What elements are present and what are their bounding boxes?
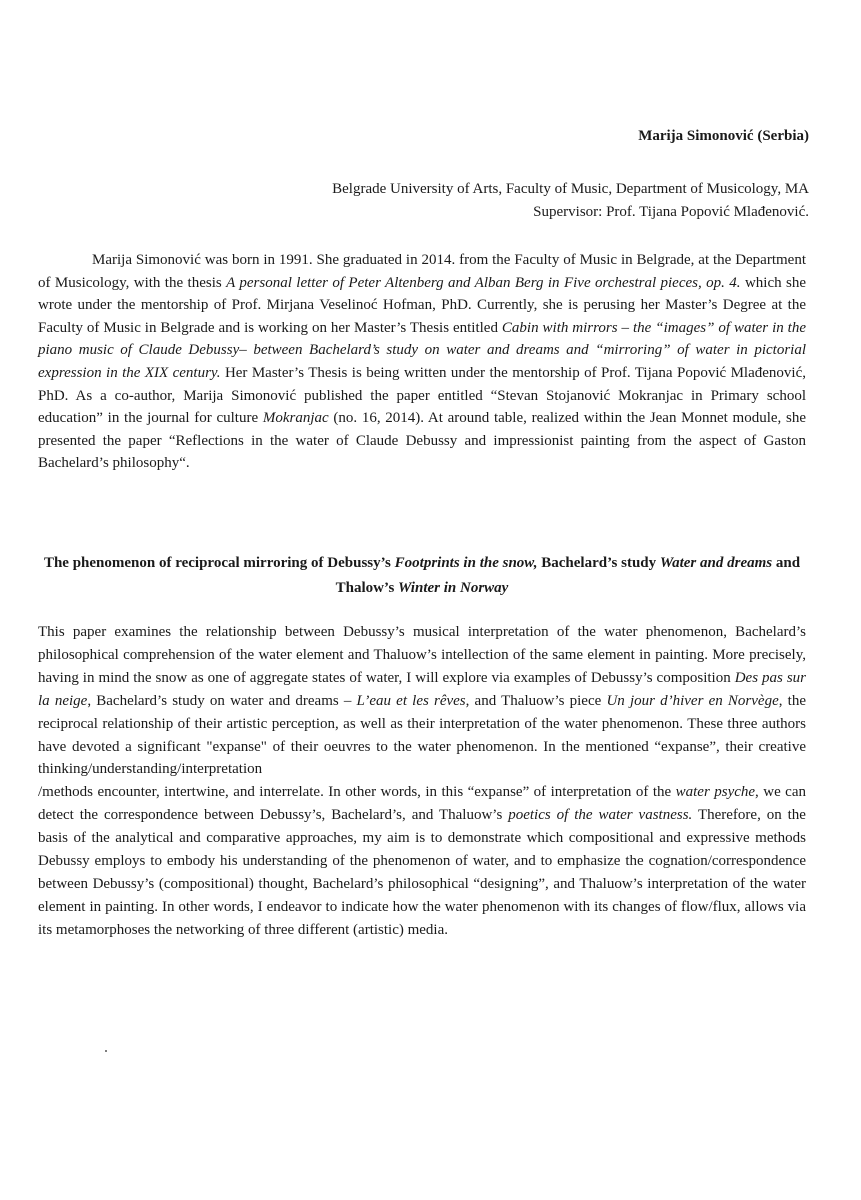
- author-name: Marija Simonović (Serbia): [638, 128, 809, 144]
- abstract-paragraph-1: [38, 621, 806, 781]
- abstract-text: This paper examines the relationship between Debussy’s musical interpretation of the water phenomenon, Bachelard’s philosophical comprehension of the water element and Thaluow’s intellection of the same element in painting. More precisely, having in mind the snow as one of aggregate states of water, I will explore via examples of Debussy’s composition: [38, 624, 806, 686]
- abstract-text: , and Thaluow’s piece: [465, 692, 607, 709]
- title-work-water-and-dreams: Water and dreams: [659, 555, 773, 571]
- abstract-emphasis: water psyche: [675, 784, 756, 801]
- title-work-winter-in-norway: Winter in Norway: [398, 580, 509, 596]
- title-work-footprints: Footprints in the snow,: [394, 555, 538, 571]
- abstract-work-title: Un jour d’hiver en Norvège: [606, 692, 779, 709]
- abstract-text: , Bachelard’s study on water and dreams –: [87, 692, 357, 709]
- bio-text: (no. 16, 2014). At around table, realized within the Jean Monnet module, she presented the paper “Reflections in the water of Claude Debussy and impressionist painting from the aspect of Gaston Bachelard’s philosophy“.: [38, 410, 806, 472]
- supervisor-line: Supervisor: Prof. Tijana Popović Mlađenović.: [533, 204, 809, 220]
- abstract-work-title: L’eau et les rêves: [356, 692, 466, 709]
- title-text: Bachelard’s study: [537, 555, 660, 571]
- bio-masters-thesis-title: Cabin with mirrors – the “images” of water in the piano music of Claude Debussy– between Bachelard’s study on water and dreams and “mirroring” of water in pictorial expression in the XIX century.: [38, 319, 806, 381]
- abstract-text: , the reciprocal relationship of their artistic perception, as well as their interpretation of the water phenomenon. These three authors have devoted a significant "expanse" of their oeuvres to the water phenomenon. In the mentioned “expanse”, their creative thinking/understanding/interpretation: [38, 692, 806, 778]
- affiliation-block: [169, 178, 809, 224]
- bio-text: which she wrote under the mentorship of Prof. Mirjana Veselinoć Hofman, PhD. Currently, she is perusing her Master’s Degree at the Faculty of Music in Belgrade and is working on her Master’s Thesis entitled: [38, 274, 807, 336]
- abstract-work-title: Des pas sur la neige: [38, 669, 806, 709]
- scan-speck: [105, 1050, 107, 1052]
- paper-title: [38, 551, 806, 601]
- bio-thesis-title: A personal letter of Peter Altenberg and Alban Berg in Five orchestral pieces, op. 4.: [226, 274, 741, 291]
- bio-journal-name: Mokranjac: [262, 410, 329, 427]
- abstract-text: , we can detect the correspondence between Debussy’s, Bachelard’s, and Thaluow’s: [38, 784, 807, 824]
- abstract-text: /methods encounter, intertwine, and interrelate. In other words, in this “expanse” of interpretation of the: [38, 784, 676, 801]
- abstract-text: Therefore, on the basis of the analytical and comparative approaches, my aim is to demonstrate which compositional and expressive methods Debussy employs to embody his understanding of the phenomenon of water, and to emphasize the cognation/correspondence between Debussy’s (compositional) thought, Bachelard’s philosophical “designing”, and Thaluow’s interpretation of the water element in painting. In other words, I endeavor to indicate how the water phenomenon with its changes of flow/flux, allows via its metamorphoses the networking of three different (artistic) media.: [38, 807, 806, 938]
- abstract-paragraph-2: [38, 781, 806, 941]
- bio-text: Her Master’s Thesis is being written under the mentorship of Prof. Tijana Popović Mlađenović, PhD. As a co-author, Marija Simonović published the paper entitled “Stevan Stojanović Mokranjac in Primary school education” in the journal for culture: [38, 364, 806, 427]
- abstract: [38, 621, 806, 942]
- title-text: The phenomenon of reciprocal mirroring of Debussy’s: [43, 555, 395, 571]
- abstract-emphasis: poetics of the water vastness.: [508, 807, 693, 824]
- bio-text: Marija Simonović was born in 1991. She graduated in 2014. from the Faculty of Music in Belgrade, at the Department of Musicology, with the thesis: [38, 252, 806, 291]
- affiliation-line: Belgrade University of Arts, Faculty of Music, Department of Musicology, MA: [332, 181, 809, 197]
- title-text: and Thalow’s: [335, 555, 801, 596]
- biography-paragraph: [38, 249, 806, 475]
